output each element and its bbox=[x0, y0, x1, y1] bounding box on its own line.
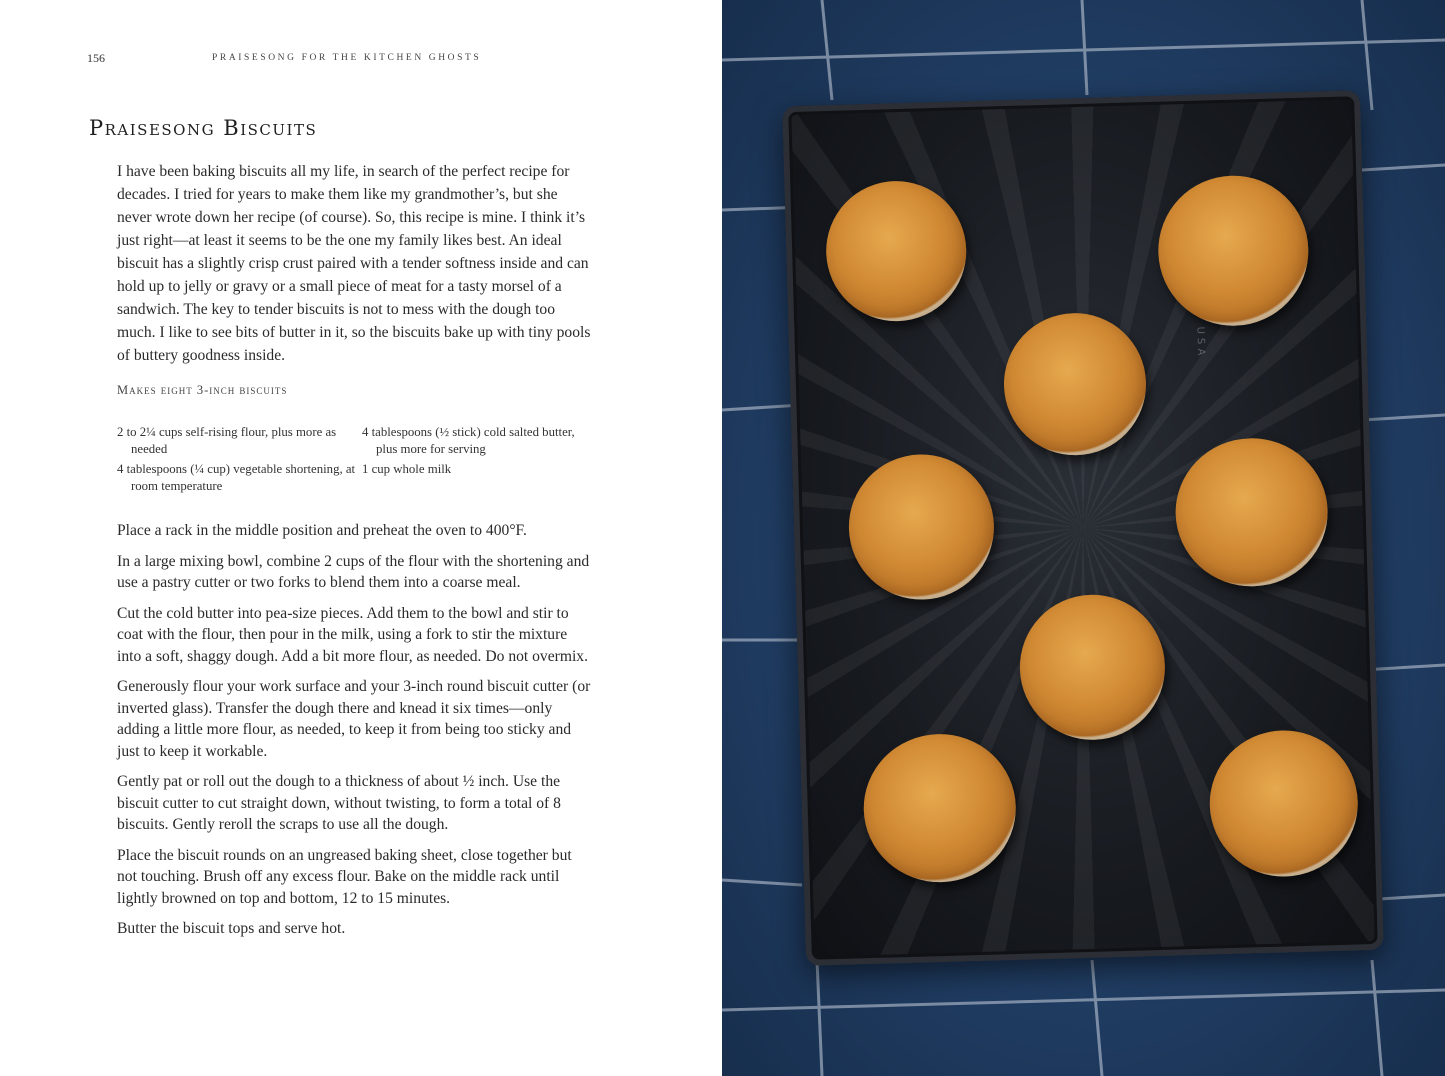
method-step: Place a rack in the middle position and preheat the oven to 400°F. bbox=[117, 522, 527, 539]
biscuit bbox=[862, 732, 1018, 884]
method-step: Gently pat or roll out the dough to a thickness of about ½ inch. Use the biscuit cutter to cut straight down, without twisting, to form a total of 8 biscuits. Gently reroll the scraps to use all the dough. bbox=[117, 773, 561, 833]
biscuit bbox=[1156, 174, 1310, 328]
ingredient-item: 4 tablespoons (¼ cup) vegetable shortening, at room temperature bbox=[117, 462, 356, 493]
running-head bbox=[87, 51, 647, 69]
biscuit bbox=[1018, 593, 1167, 742]
ingredient-item: 2 to 2¼ cups self-rising flour, plus more as needed bbox=[117, 425, 337, 456]
recipe-body bbox=[117, 160, 592, 949]
text-page bbox=[0, 0, 722, 1076]
biscuit bbox=[1002, 311, 1148, 457]
page-number: 156 bbox=[87, 51, 105, 65]
biscuit bbox=[824, 179, 968, 323]
recipe-yield: Makes eight 3-inch biscuits bbox=[117, 383, 288, 397]
recipe-intro: I have been baking biscuits all my life, in search of the perfect recipe for decades. I tried for years to make them like my grandmother’s, but she never wrote down her recipe (of course). So, this recipe is mine. I think it’s just right—at least it seems to be the one my family likes best. An ideal biscuit has a slightly crisp crust paired with a tender softness inside and can hold up to jelly or gravy or a small piece of meat for a tasty morsel of a sandwich. The key to tender biscuits is not to mess with the dough too much. I like to see bits of butter in it, so the biscuits bake up with tiny pools of buttery goodness inside. bbox=[117, 163, 591, 364]
book-title: PRAISESONG FOR THE KITCHEN GHOSTS bbox=[212, 53, 482, 63]
pan-stamp: USA bbox=[1194, 326, 1207, 360]
ingredient-item: 4 tablespoons (½ stick) cold salted butter, plus more for serving bbox=[362, 425, 575, 456]
ingredient-item: 1 cup whole milk bbox=[362, 462, 452, 476]
ingredient-list bbox=[117, 424, 592, 494]
sheet-pan bbox=[782, 90, 1384, 966]
biscuit bbox=[1208, 728, 1360, 878]
biscuit bbox=[847, 453, 996, 602]
recipe-title: Praisesong Biscuits bbox=[89, 116, 318, 140]
method-step: Butter the biscuit tops and serve hot. bbox=[117, 920, 346, 937]
biscuit-photo bbox=[722, 0, 1445, 1076]
method-step: Place the biscuit rounds on an ungreased baking sheet, close together but not touching. Brush off any excess flour. Bake on the middle rack until lightly browned on top and bottom, 12 to 15 minutes. bbox=[117, 846, 572, 907]
method-step: Generously flour your work surface and your 3-inch round biscuit cutter (or inverted glass). Transfer the dough there and knead it six times—only adding a little more flour, as needed, to keep it from being too sticky and just to keep it workable. bbox=[117, 678, 591, 760]
method-step: In a large mixing bowl, combine 2 cups of the flour with the shortening and use a pastry cutter or two forks to blend them into a coarse meal. bbox=[117, 552, 590, 591]
method-step: Cut the cold butter into pea-size pieces. Add them to the bowl and stir to coat with the flour, then pour in the milk, using a fork to stir the mixture into a soft, shaggy dough. Add a bit more flour, as needed. Do not overmix. bbox=[117, 604, 589, 665]
biscuit bbox=[1174, 436, 1330, 588]
